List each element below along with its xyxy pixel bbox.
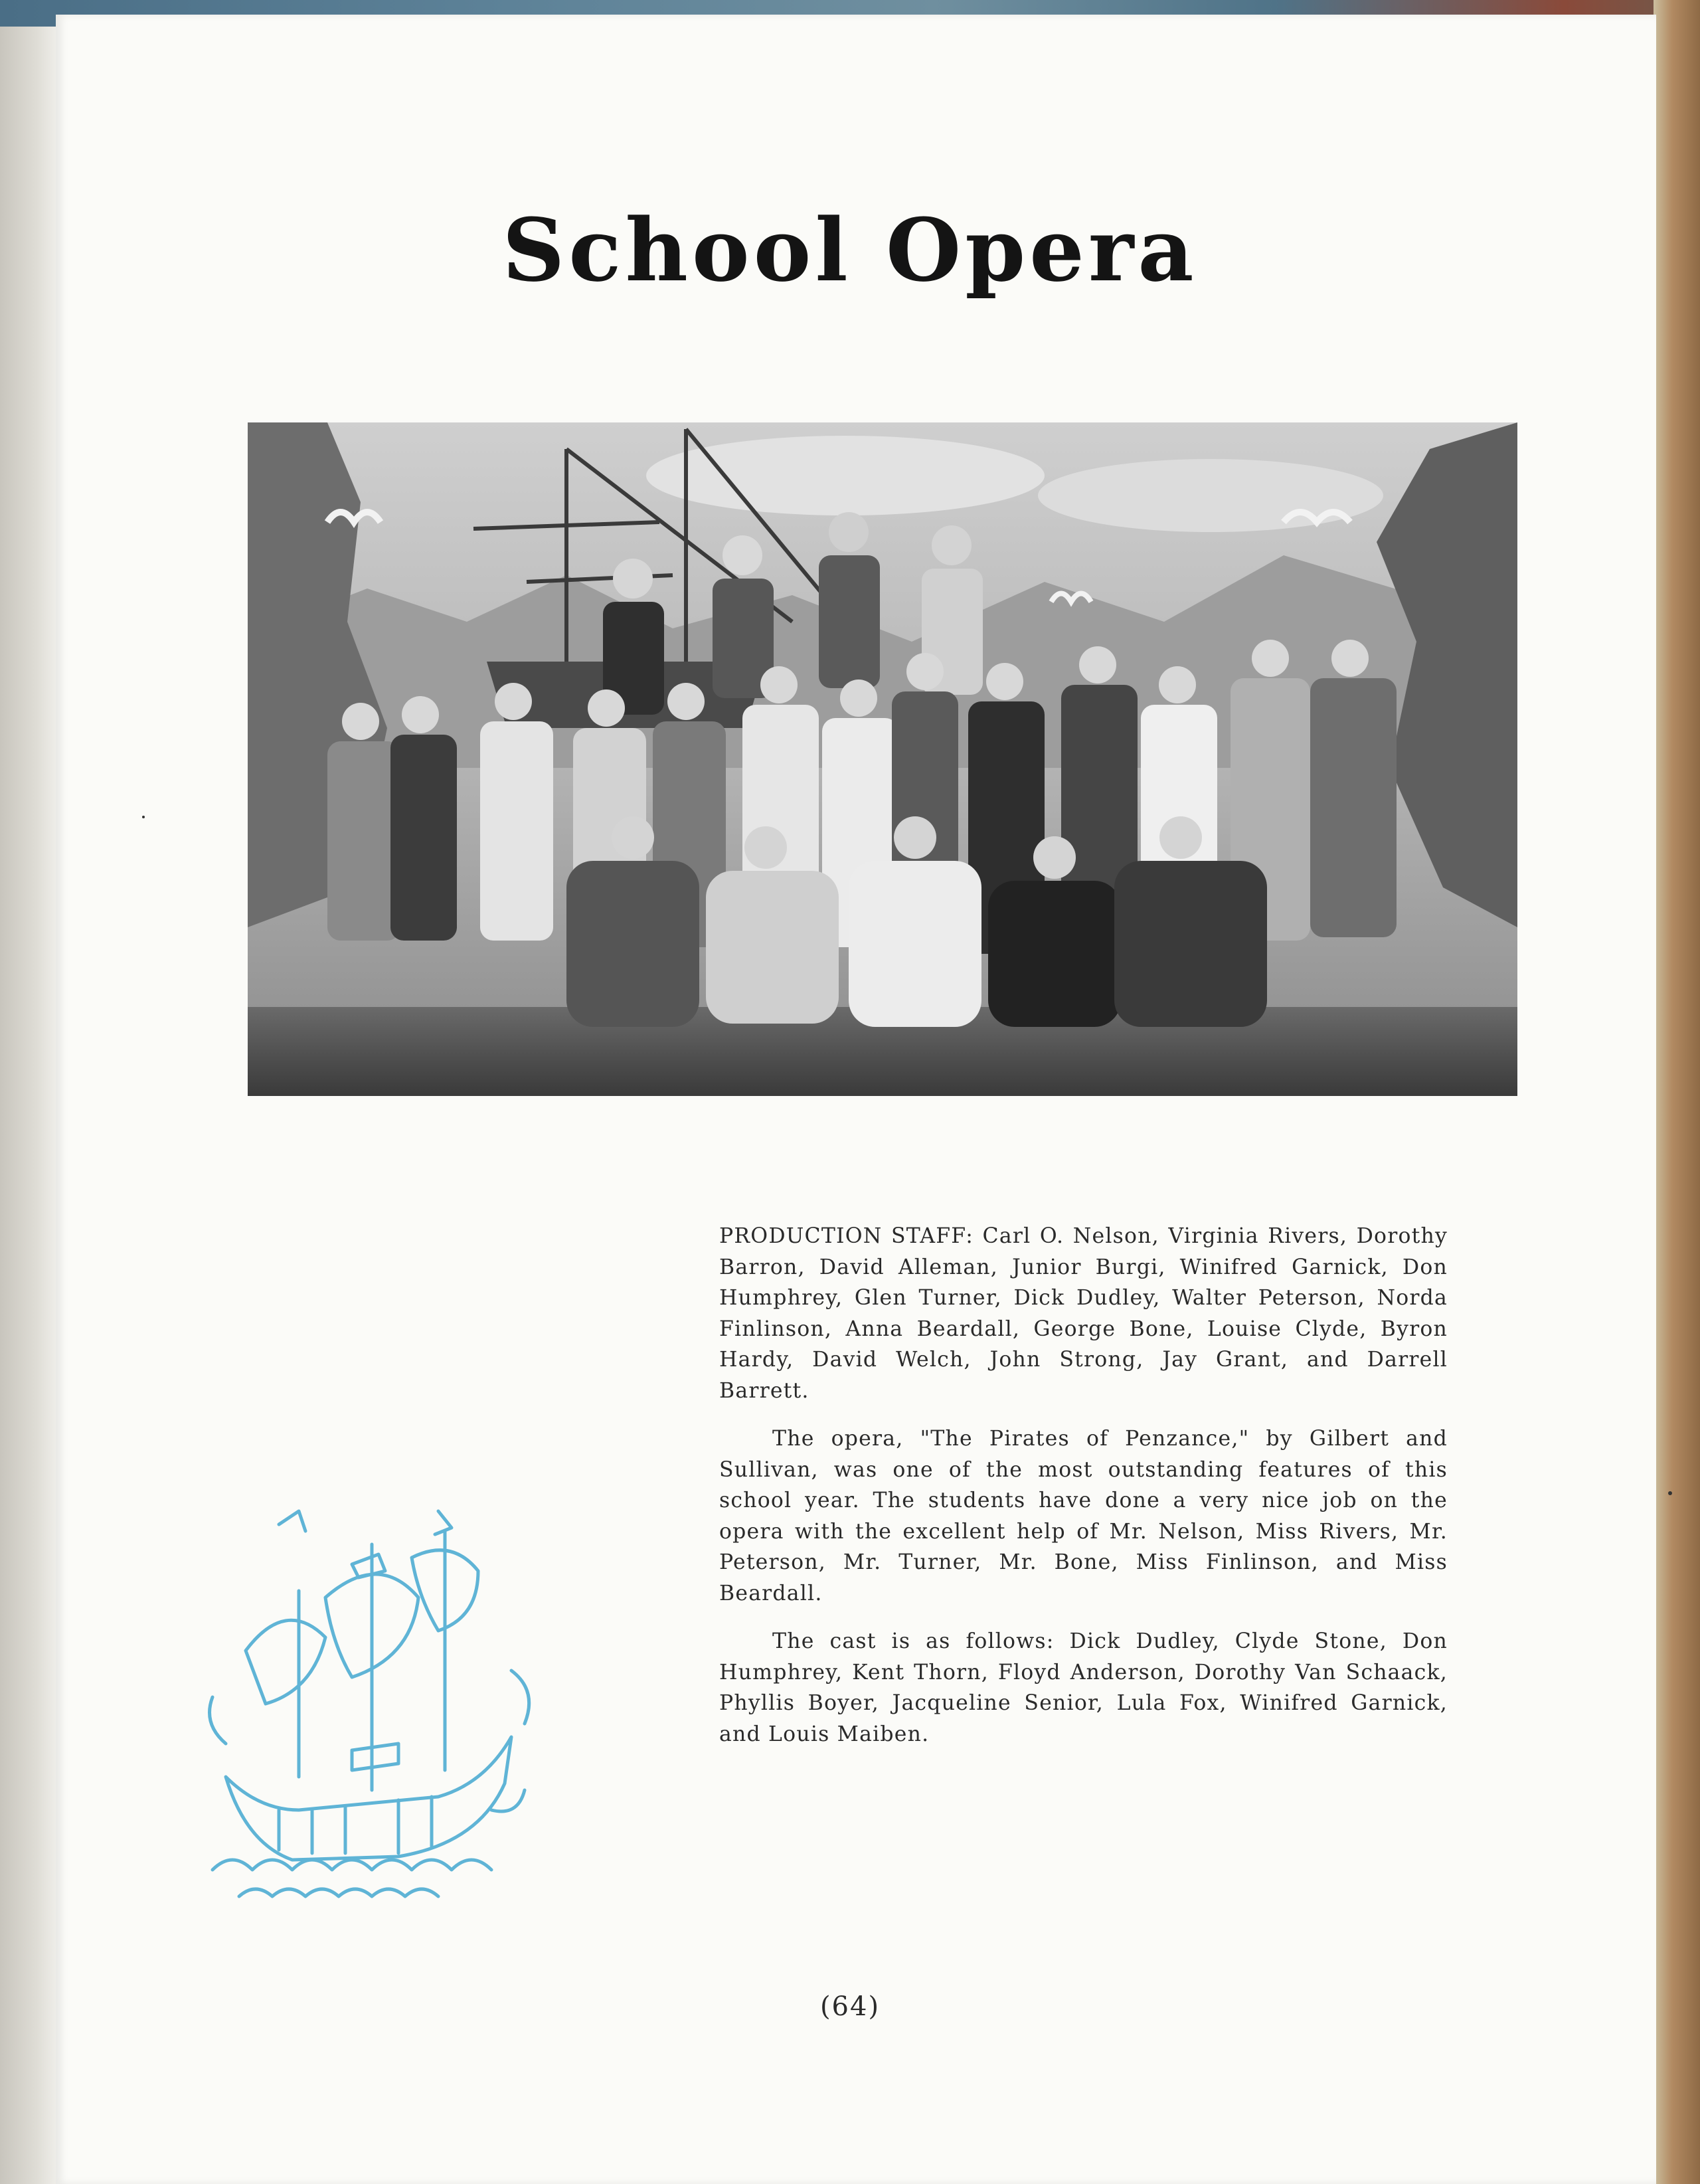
production-staff-paragraph: PRODUCTION STAFF: Carl O. Nelson, Virginia Rivers, Dorothy Barron, David Alleman, Junior Burgi, Winifred Garnick, Don Humphrey, Glen Turner, Dick Dudley, Walter Peterson, Norda Finlinson, Anna Beardall, George Bone, Louise Clyde, Byron Hardy, David Welch, John Strong, Jay Grant, and Darrell Barrett. [719, 1224, 1448, 1403]
speck [142, 816, 145, 818]
page-edge [0, 27, 60, 2184]
ship-stamp-icon [199, 1498, 545, 1916]
cast-paragraph: The cast is as follows: Dick Dudley, Clyde Stone, Don Humphrey, Kent Thorn, Floyd Anderson, Dorothy Van Schaack, Phyllis Boyer, Jacqueline Senior, Lula Fox, Winifred Garnick, and Louis Maiben. [719, 1629, 1448, 1746]
speck [1668, 1491, 1672, 1495]
opera-paragraph: The opera, "The Pirates of Penzance," by Gilbert and Sullivan, was one of the most outstanding features of this school year. The students have done a very nice job on the opera with the excellent help of Mr. Nelson, Miss Rivers, Mr. Peterson, Mr. Turner, Mr. Bone, Miss Finlinson, and Miss Beardall. [719, 1427, 1448, 1605]
page-number: (64) [819, 1991, 881, 2022]
book-binding-right [1654, 0, 1700, 2184]
group-photo [248, 422, 1517, 1096]
page-title: School Opera [502, 199, 1198, 301]
article-text [719, 1221, 1448, 1767]
